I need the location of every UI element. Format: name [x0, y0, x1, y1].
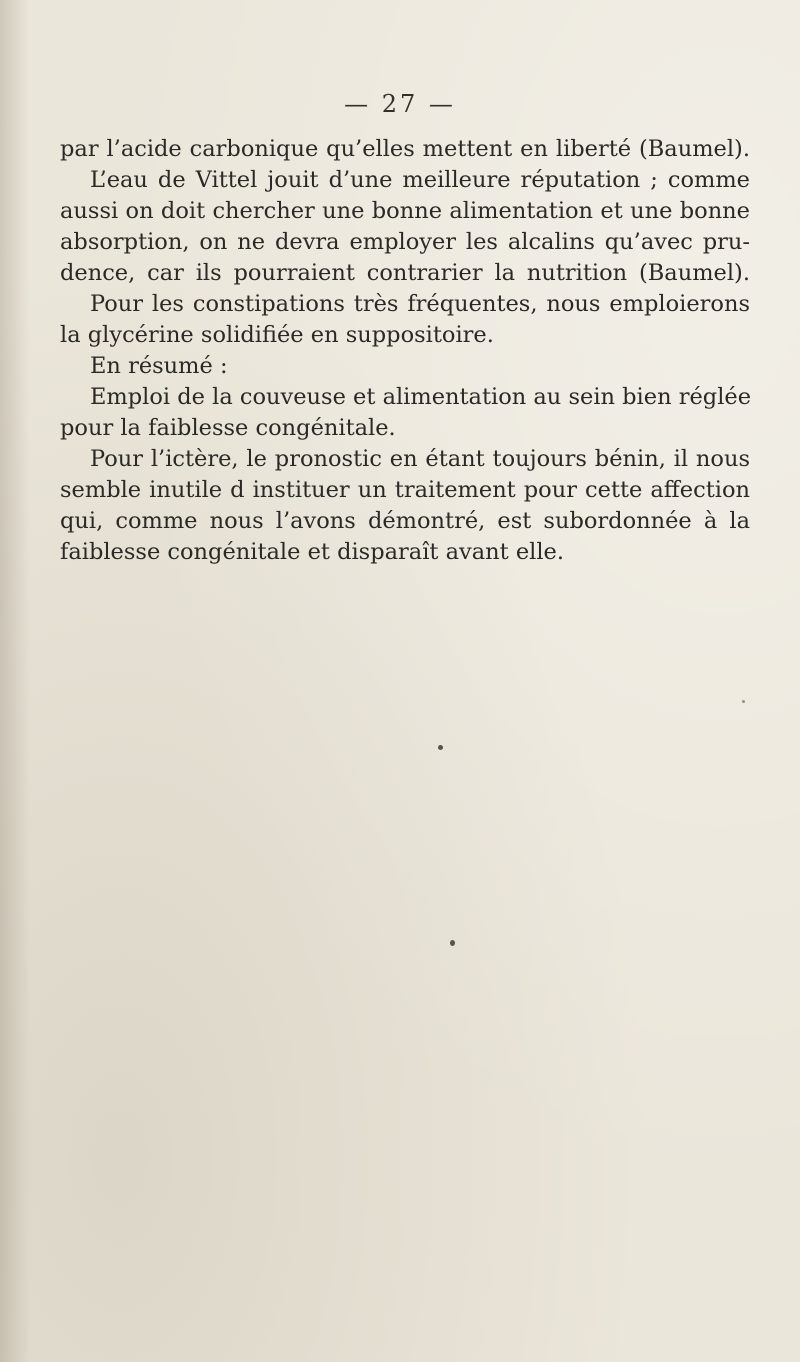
text-line: par l’acide carbonique qu’elles mettent en liberté (Baumel).	[60, 136, 750, 162]
text-line: L’eau de Vittel jouit d’une meilleure réputation ; comme	[90, 167, 750, 193]
ink-speck	[742, 700, 745, 703]
text-line: la glycérine solidifiée en suppositoire.	[60, 322, 494, 348]
text-line: pour la faiblesse congénitale.	[60, 415, 396, 441]
page-number: — 27 —	[344, 90, 456, 118]
text-line: Pour les constipations très fréquentes, nous emploierons	[90, 291, 750, 317]
text-line: Pour l’ictère, le pronostic en étant toujours bénin, il nous	[90, 446, 750, 472]
text-line: En résumé :	[90, 353, 228, 379]
page-edge-shadow	[0, 0, 30, 1362]
text-line: Emploi de la couveuse et alimentation au sein bien réglée	[90, 384, 752, 410]
text-line: qui, comme nous l’avons démontré, est subordonnée à la	[60, 508, 750, 534]
text-line: aussi on doit chercher une bonne alimentation et une bonne	[60, 198, 750, 224]
text-line: absorption, on ne devra employer les alcalins qu’avec pru-	[60, 229, 750, 255]
text-line: semble inutile d instituer un traitement pour cette affection	[60, 477, 750, 503]
ink-speck	[438, 745, 443, 750]
body-text	[60, 134, 750, 568]
text-line: dence, car ils pourraient contrarier la nutrition (Baumel).	[60, 260, 750, 286]
ink-speck	[450, 940, 455, 946]
text-line: faiblesse congénitale et disparaît avant elle.	[60, 539, 565, 565]
